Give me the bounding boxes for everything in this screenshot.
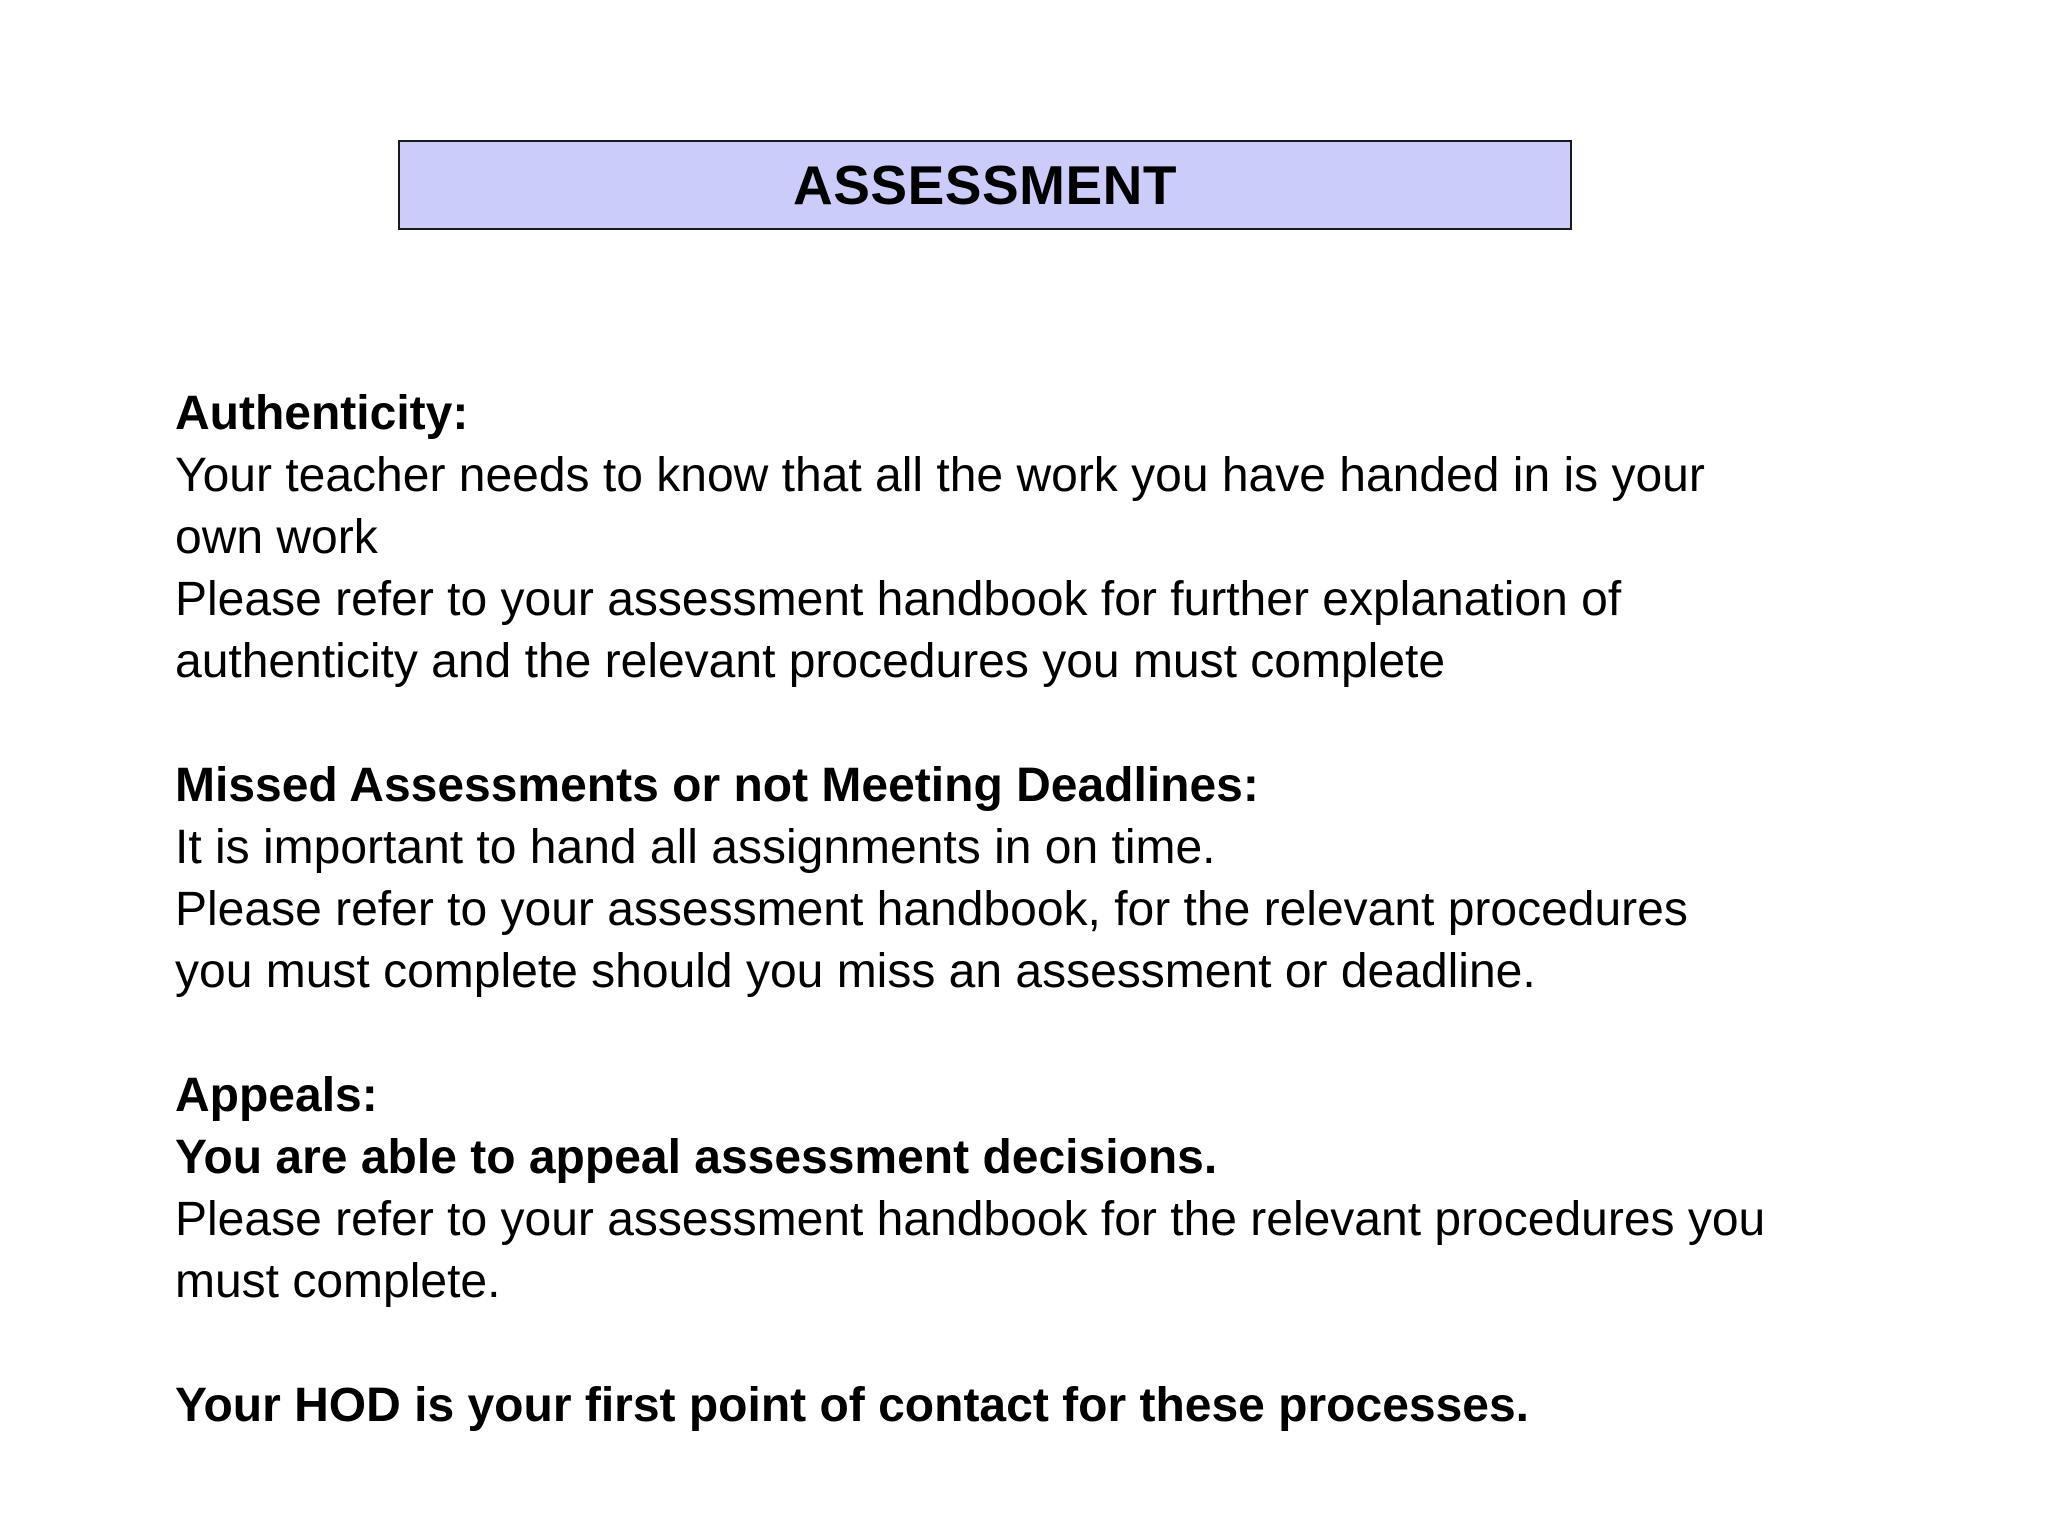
authenticity-line: Please refer to your assessment handbook for further explanation of [175,573,1622,626]
authenticity-section [175,383,1975,693]
missed-line: Please refer to your assessment handbook, for the relevant procedures [175,883,1688,936]
appeals-emphasis: You are able to appeal assessment decisions. [175,1131,1218,1184]
appeals-line: must complete. [175,1255,501,1308]
authenticity-line: authenticity and the relevant procedures you must complete [175,635,1446,688]
spacer [175,693,1975,755]
content-body [175,383,1975,1437]
missed-heading: Missed Assessments or not Meeting Deadlines: [175,759,1259,812]
authenticity-line: Your teacher needs to know that all the work you have handed in is your [175,449,1705,502]
page-title: ASSESSMENT [793,154,1177,216]
appeals-section [175,1065,1975,1313]
missed-section [175,755,1975,1003]
authenticity-line: own work [175,511,378,564]
spacer [175,1003,1975,1065]
appeals-heading: Appeals: [175,1069,378,1122]
contact-note: Your HOD is your first point of contact for these processes. [175,1379,1530,1432]
authenticity-heading: Authenticity: [175,387,469,440]
missed-line: you must complete should you miss an assessment or deadline. [175,945,1536,998]
title-box [398,140,1572,230]
missed-line: It is important to hand all assignments in on time. [175,821,1216,874]
spacer [175,1313,1975,1375]
appeals-line: Please refer to your assessment handbook for the relevant procedures you [175,1193,1766,1246]
